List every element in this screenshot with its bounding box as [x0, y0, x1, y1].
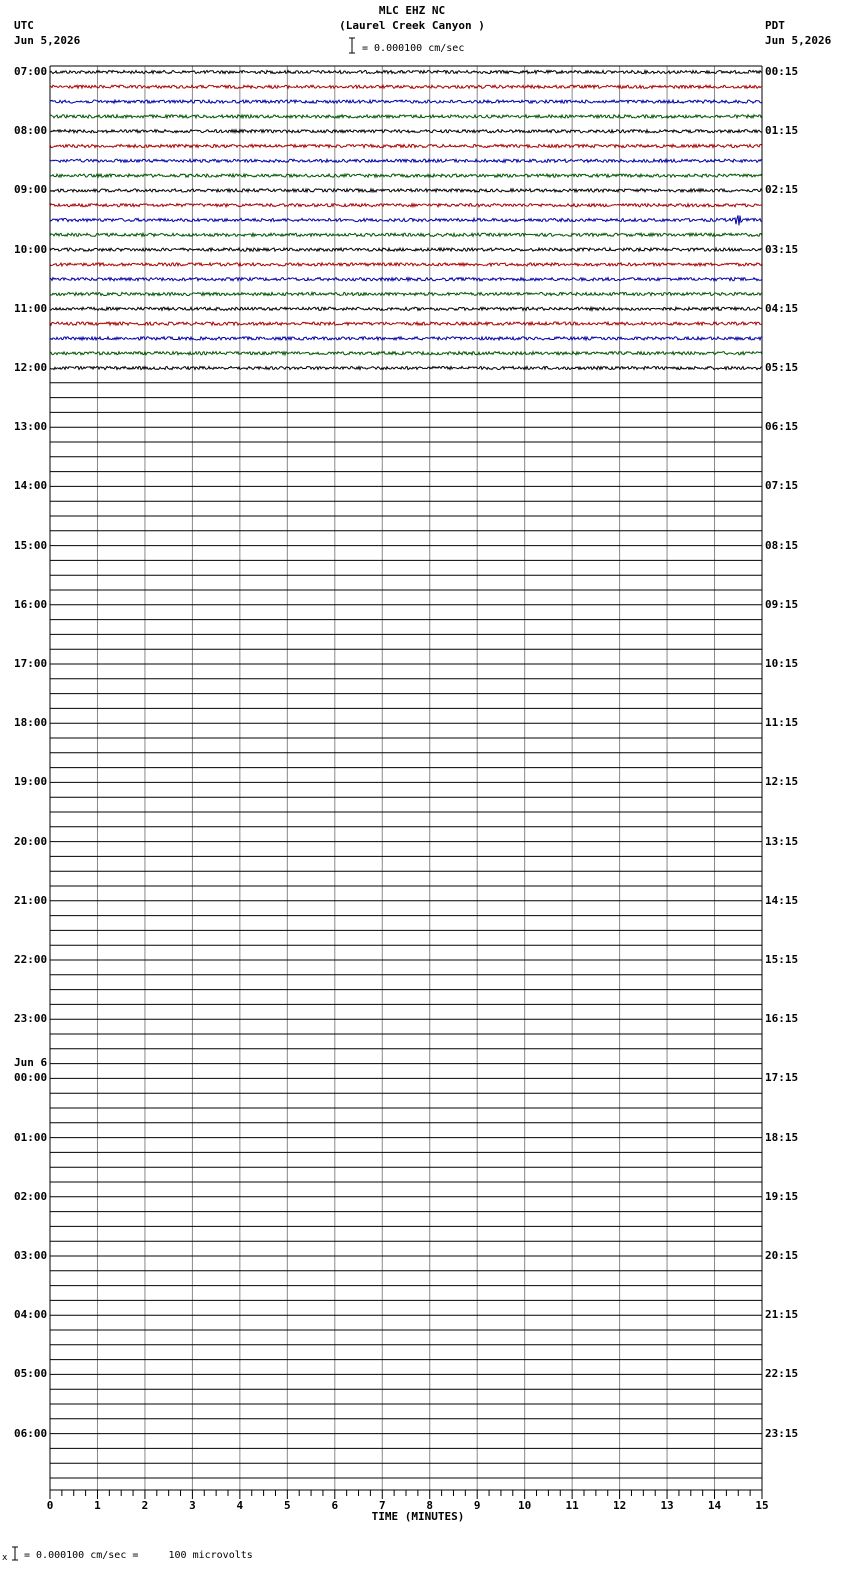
- footer-scale-icon: [10, 1546, 20, 1562]
- utc-hour-label: 10:00: [14, 242, 48, 256]
- pdt-hour-label: 07:15: [765, 479, 799, 493]
- utc-hour-label: 22:00: [14, 953, 48, 966]
- pdt-hour-label: 14:15: [765, 893, 799, 907]
- utc-hour-label: 08:00: [14, 124, 48, 138]
- utc-hour-label: 18:00: [14, 716, 48, 730]
- pdt-hour-label: 02:15: [765, 183, 799, 197]
- pdt-hour-label: 03:15: [765, 242, 799, 256]
- trace-row-15: [50, 292, 762, 295]
- x-tick-label: 9: [473, 1499, 481, 1512]
- utc-hour-label: 19:00: [14, 775, 48, 789]
- x-tick-label: 14: [707, 1499, 722, 1512]
- utc-hour-label: 01:00: [14, 1130, 48, 1144]
- utc-hour-label: 15:00: [14, 538, 48, 552]
- x-tick-label: 5: [284, 1499, 291, 1512]
- utc-hour-label: 12:00: [14, 361, 48, 374]
- trace-row-5: [50, 144, 762, 147]
- pdt-hour-label: 13:15: [765, 834, 799, 848]
- trace-row-12: [50, 248, 762, 251]
- trace-row-2: [50, 100, 762, 103]
- right-timezone: PDT: [765, 19, 785, 32]
- x-tick-label: 2: [141, 1499, 149, 1512]
- trace-row-11: [50, 233, 762, 236]
- trace-row-18: [50, 337, 762, 340]
- left-date: Jun 5,2026: [14, 34, 81, 47]
- trace-row-10: [50, 215, 762, 225]
- trace-row-3: [50, 115, 762, 118]
- x-tick-label: 13: [660, 1499, 674, 1512]
- trace-row-20: [50, 366, 762, 369]
- time-axis: [47, 1490, 769, 1512]
- pdt-hour-label: 17:15: [765, 1071, 799, 1085]
- x-tick-label: 1: [94, 1499, 101, 1512]
- x-tick-label: 11: [565, 1499, 579, 1512]
- trace-row-9: [50, 204, 762, 207]
- pdt-hour-label: 15:15: [765, 953, 799, 966]
- pdt-hour-label: 09:15: [765, 597, 799, 611]
- pdt-hour-label: 12:15: [765, 775, 799, 789]
- trace-row-4: [50, 130, 762, 133]
- station-title: MLC EHZ NC: [378, 4, 446, 17]
- pdt-hour-label: 08:15: [765, 538, 799, 552]
- pdt-hour-label: 00:15: [765, 65, 799, 78]
- trace-row-7: [50, 174, 762, 177]
- trace-row-1: [50, 85, 762, 88]
- pdt-hour-label: 11:15: [765, 716, 799, 730]
- trace-row-19: [50, 352, 762, 355]
- utc-hour-label: 09:00: [14, 183, 48, 197]
- pdt-hour-label: 23:15: [765, 1426, 799, 1440]
- x-tick-label: 10: [518, 1499, 532, 1512]
- utc-hour-label: 20:00: [14, 834, 48, 848]
- pdt-hour-label: 06:15: [765, 420, 799, 434]
- x-tick-label: 3: [189, 1499, 196, 1512]
- pdt-hour-label: 18:15: [765, 1130, 799, 1144]
- x-axis-label: TIME (MINUTES): [371, 1510, 465, 1523]
- utc-hour-label: 21:00: [14, 893, 48, 907]
- x-tick-label: 6: [331, 1499, 339, 1512]
- pdt-hour-label: 19:15: [765, 1189, 799, 1203]
- scale-label: = 0.000100 cm/sec: [362, 43, 465, 54]
- trace-row-17: [50, 322, 762, 325]
- station-location: (Laurel Creek Canyon ): [339, 19, 485, 32]
- x-tick-label: 7: [378, 1499, 386, 1512]
- utc-hour-label: 17:00: [14, 657, 48, 670]
- x-tick-label: 12: [612, 1499, 627, 1512]
- pdt-hour-label: 21:15: [765, 1308, 799, 1322]
- trace-row-13: [50, 263, 762, 266]
- utc-hour-label: 14:00: [14, 479, 48, 493]
- x-tick-label: 15: [755, 1499, 769, 1512]
- trace-row-8: [50, 189, 762, 192]
- trace-row-0: [50, 70, 762, 73]
- right-date: Jun 5,2026: [765, 34, 832, 47]
- utc-hour-label: 07:00: [14, 65, 48, 78]
- utc-hour-label: 23:00: [14, 1012, 48, 1026]
- utc-hour-label: 02:00: [14, 1189, 48, 1203]
- utc-hour-label: 04:00: [14, 1308, 48, 1322]
- utc-hour-label: 06:00: [14, 1426, 48, 1440]
- pdt-hour-label: 05:15: [765, 361, 799, 374]
- utc-hour-label: 11:00: [14, 301, 48, 315]
- pdt-hour-label: 01:15: [765, 124, 799, 138]
- left-timezone: UTC: [14, 19, 34, 32]
- x-tick-label: 4: [236, 1499, 244, 1512]
- footer-prefix: x: [2, 1553, 8, 1563]
- utc-hour-label: 13:00: [14, 420, 48, 434]
- trace-row-14: [50, 278, 762, 281]
- trace-row-16: [50, 307, 762, 310]
- seismic-traces: [50, 70, 762, 369]
- trace-row-6: [50, 159, 762, 162]
- utc-hour-label: 03:00: [14, 1249, 48, 1262]
- utc-hour-label: 00:00: [14, 1071, 48, 1085]
- pdt-hour-label: 22:15: [765, 1367, 799, 1381]
- pdt-hour-label: 04:15: [765, 301, 799, 315]
- utc-hour-label: 05:00: [14, 1367, 48, 1381]
- x-tick-label: 8: [426, 1499, 434, 1512]
- utc-hour-label: 16:00: [14, 597, 48, 611]
- pdt-hour-label: 10:15: [765, 657, 799, 670]
- pdt-hour-label: 16:15: [765, 1012, 799, 1026]
- x-tick-label: 0: [46, 1499, 54, 1512]
- utc-date-label: Jun 6: [14, 1056, 48, 1070]
- pdt-hour-label: 20:15: [765, 1249, 799, 1262]
- footer-scale-text: = 0.000100 cm/sec = 100 microvolts: [24, 1550, 253, 1561]
